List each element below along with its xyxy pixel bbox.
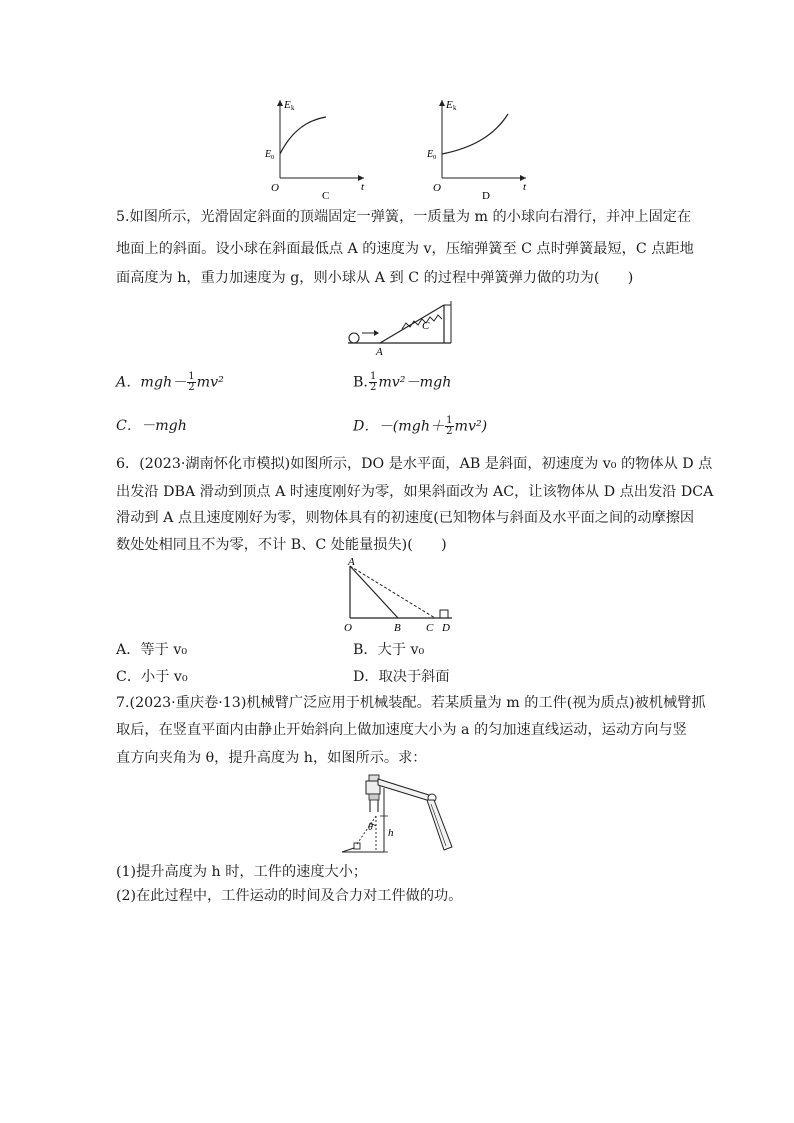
q5-option-c[interactable] <box>116 416 187 436</box>
q5-option-b-post: mv²－mgh <box>378 374 452 391</box>
graph-d-e0-sub: 0 <box>433 154 437 161</box>
graph-c-origin: O <box>271 182 279 194</box>
graph-c-e0-sub: 0 <box>271 154 275 161</box>
q6-line-4: 数处处相同且不为零，不计 B、C 处能量损失)( ) <box>116 537 447 553</box>
ramp-label-b: B <box>394 622 401 634</box>
q5-option-a[interactable] <box>116 372 224 393</box>
graph-d-x-axis-label: t <box>523 181 527 193</box>
q5-line-3: 面高度为 h，重力加速度为 g，则小球从 A 到 C 的过程中弹簧弹力做的功为( ) <box>116 270 634 286</box>
graph-d-caption: D <box>482 190 490 200</box>
q5-option-d-post: mv²) <box>454 418 488 435</box>
graph-c-caption: C <box>322 190 330 200</box>
q5-option-a-pre: A．mgh－ <box>116 374 187 391</box>
q5-option-b-frac: $\frac{1}{2}$ <box>369 371 377 393</box>
q6-line-1: 6．(2023·湖南怀化市模拟)如图所示，DO 是水平面，AB 是斜面，初速度为 v₀ 的物体从 D 点 <box>116 456 713 472</box>
q6-line-2: 出发沿 DBA 滑动到顶点 A 时速度刚好为零，如果斜面改为 AC，让该物体从 D 点出发沿 DCA <box>116 484 714 500</box>
q7-sub-question-2: (2)在此过程中，工件运动的时间及合力对工件做的功。 <box>116 888 463 904</box>
ramp-figure <box>340 556 458 634</box>
q6-line-3: 滑动到 A 点且速度刚好为零，则物体具有的初速度(已知物体与斜面及水平面之间的动摩擦因 <box>116 510 695 526</box>
robot-arm-figure <box>340 772 462 854</box>
q7-line-2: 取后，在竖直平面内由静止开始斜向上做加速度大小为 a 的匀加速直线运动，运动方向与竖 <box>116 722 687 738</box>
q6-option-d[interactable]: D．取决于斜面 <box>353 669 450 685</box>
q5-line-2: 地面上的斜面。设小球在斜面最低点 A 的速度为 v，压缩弹簧至 C 点时弹簧最短，C 点距地 <box>116 241 694 257</box>
q7-sub-question-1: (1)提升高度为 h 时，工件的速度大小； <box>116 864 368 880</box>
ramp-label-o: O <box>344 622 352 634</box>
incline-figure <box>342 293 458 357</box>
ramp-label-d: D <box>442 622 450 634</box>
q5-option-d[interactable] <box>353 416 487 437</box>
graph-d-figure <box>424 96 534 200</box>
q5-option-d-frac: $\frac{1}{2}$ <box>446 415 453 437</box>
graph-c-e0-label: E <box>265 149 272 160</box>
graph-c-y-axis-label: E <box>284 99 291 111</box>
graph-c-figure <box>262 96 372 200</box>
robot-arm-theta-label: θ <box>368 822 373 833</box>
incline-label-a: A <box>376 346 383 357</box>
graph-d-e0-label: E <box>427 149 434 160</box>
robot-arm-h-label: h <box>388 827 394 839</box>
q5-option-c-text: C．－mgh <box>116 418 187 434</box>
ramp-label-a: A <box>348 556 355 568</box>
q6-option-b[interactable]: B．大于 v₀ <box>353 642 425 658</box>
graph-c-y-axis-sub: k <box>291 104 295 112</box>
ramp-label-c: C <box>426 622 434 634</box>
graph-c-x-axis-label: t <box>361 181 365 193</box>
q7-line-1: 7.(2023·重庆卷·13)机械臂广泛应用于机械装配。若某质量为 m 的工件(视为质点)被机械臂抓 <box>116 695 706 711</box>
q5-option-d-pre: D．－(mgh＋ <box>353 418 445 435</box>
incline-label-c: C <box>422 320 430 332</box>
q5-option-a-frac: $\frac{1}{2}$ <box>188 371 195 393</box>
graph-d-origin: O <box>433 182 441 194</box>
q6-option-c[interactable]: C．小于 v₀ <box>116 669 188 685</box>
graph-d-y-axis-sub: k <box>453 104 457 112</box>
q5-option-b-pre: B. <box>353 374 368 391</box>
q7-line-3: 直方向夹角为 θ，提升高度为 h，如图所示。求： <box>116 750 427 766</box>
q5-option-a-post: mv² <box>196 374 224 391</box>
q5-option-b[interactable] <box>353 372 451 393</box>
graph-d-y-axis-label: E <box>446 99 453 111</box>
q6-option-a[interactable]: A．等于 v₀ <box>116 642 188 658</box>
q5-line-1: 5.如图所示，光滑固定斜面的顶端固定一弹簧，一质量为 m 的小球向右滑行，并冲上固定在 <box>116 209 692 225</box>
